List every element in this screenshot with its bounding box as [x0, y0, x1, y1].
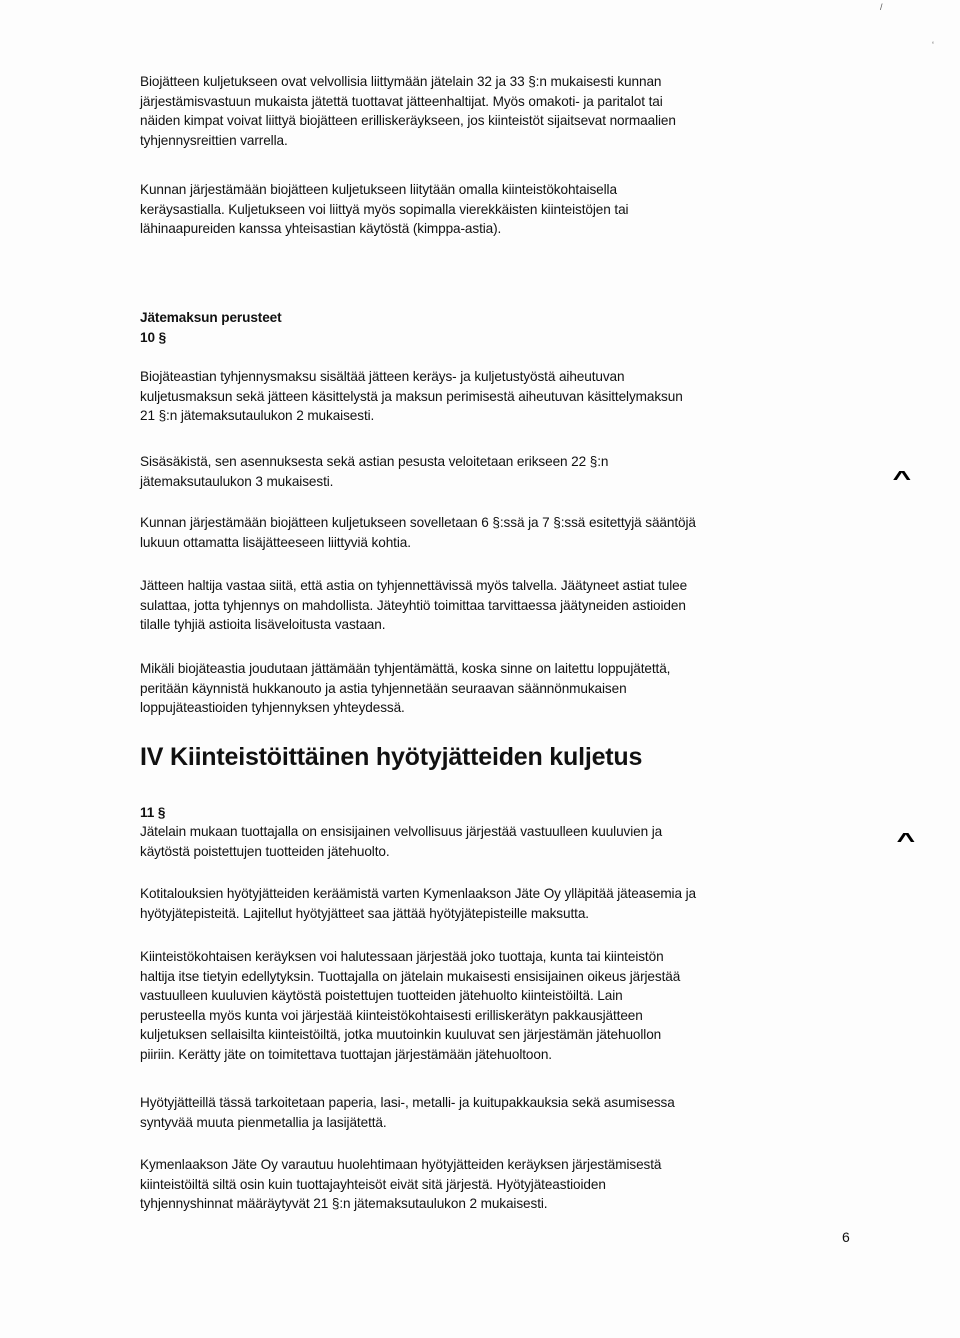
- text-line: Hyötyjätteillä tässä tarkoitetaan paperia, lasi-, metalli- ja kuitupakkauksia sekä asumisessa: [140, 1095, 675, 1110]
- paragraph-property-collection: [140, 947, 820, 1064]
- paragraph-emptying-fee: [140, 367, 820, 426]
- corner-tick-mark: /: [880, 2, 883, 12]
- text-line: hyötyjätepisteitä. Lajitellut hyötyjätteet saa jättää hyötyjätepisteille maksutta.: [140, 905, 589, 921]
- paragraph-collection-container: [140, 180, 820, 239]
- text-line: Biojäteastian tyhjennysmaksu sisältää jätteen keräys- ja kuljetustyöstä aiheutuvan: [140, 369, 625, 384]
- margin-mark: ^: [896, 830, 916, 852]
- text-line: käytöstä poistettujen tuotteiden jätehuolto.: [140, 843, 390, 859]
- paragraph-failed-pickup: [140, 659, 820, 718]
- text-line: loppujäteastioiden tyhjennyksen yhteydessä.: [140, 700, 405, 715]
- paragraph-biowaste-obligation: [140, 72, 820, 150]
- text-line: syntyvää muuta pienmetallia ja lasijätettä.: [140, 1114, 387, 1130]
- text-line: Kiinteistökohtaisen keräyksen voi halutessaan järjestää joko tuottaja, kunta tai kiinteistön: [140, 949, 664, 964]
- text-line: kuljetusmaksun sekä jätteen käsittelystä ja maksun perimisestä aiheutuvan käsittelymaksun: [140, 388, 683, 404]
- text-line: lukuun ottamatta lisäjätteeseen liittyviä kohtia.: [140, 534, 411, 550]
- text-line: tilalle tyhjiä astioita lisäveloitusta vastaan.: [140, 617, 386, 632]
- section-title: Jätemaksun perusteet: [140, 310, 282, 325]
- text-line: näiden kimpat voivat liittyä biojätteen erilliskeräykseen, jos kiinteistöt sijaitsevat normaalien: [140, 113, 676, 128]
- text-line: haltija itse tietyin edellytyksin. Tuottajalla on jätelain mukaisesti ensisijainen oikeus järjestää: [140, 968, 681, 984]
- text-line: Kunnan järjestämään biojätteen kuljetukseen liitytään omalla kiinteistökohtaisella: [140, 182, 617, 197]
- paragraph-producer-responsibility: [140, 822, 820, 861]
- text-line: piiriin. Kerätty jäte on toimitettava tuottajan järjestämään jätehuoltoon.: [140, 1046, 552, 1062]
- text-line: Jätteen haltija vastaa siitä, että astia on tyhjennettävissä myös talvella. Jäätyneet astiat tulee: [140, 578, 688, 593]
- text-line: keräysastialla. Kuljetukseen voi liittyä myös sopimalla vierekkäisten kiinteistöjen tai: [140, 201, 629, 217]
- paragraph-recycling-points: [140, 884, 820, 923]
- paragraph-winter-emptying: [140, 576, 820, 635]
- margin-mark: ^: [892, 468, 912, 490]
- text-line: Mikäli biojäteastia joudutaan jättämään tyhjentämättä, koska sinne on laitettu loppujätettä,: [140, 661, 671, 676]
- text-line: peritään käynnistä hukkanouto ja astia tyhjennetään seuraavan säännönmukaisen: [140, 680, 627, 696]
- text-line: Sisäsäkistä, sen asennuksesta sekä astian pesusta veloitetaan erikseen 22 §:n: [140, 454, 609, 469]
- section-number: 10 §: [140, 329, 167, 345]
- text-line: Biojätteen kuljetukseen ovat velvollisia liittymään jätelain 32 ja 33 §:n mukaisesti kunnan: [140, 74, 662, 89]
- text-line: vastuulleen kuuluvien käytöstä poistettujen tuotteiden jätehuolto kiinteistöiltä. Lain: [140, 988, 623, 1003]
- section-number-11: [140, 803, 820, 823]
- text-line: lähinaapureiden kanssa yhteisastian käytöstä (kimppa-astia).: [140, 221, 502, 236]
- corner-tick-mark: ‘: [932, 40, 934, 50]
- text-line: kuljetuksen sellaisilta kiinteistöiltä, jotka muutoinkin kuuluvat sen järjestämän jätehuollon: [140, 1027, 662, 1042]
- paragraph-recyclables-definition: [140, 1093, 820, 1132]
- text-line: Kymenlaakson Jäte Oy varautuu huolehtimaan hyötyjätteiden keräyksen järjestämisestä: [140, 1157, 662, 1172]
- text-line: järjestämisvastuun mukaista jätettä tuottavat jätteenhaltijat. Myös omakoti- ja paritalot tai: [140, 93, 663, 109]
- paragraph-kymenlaakso-jate: [140, 1155, 820, 1214]
- text-line: Kotitalouksien hyötyjätteiden keräämistä varten Kymenlaakson Jäte Oy ylläpitää jäteasemia ja: [140, 886, 696, 901]
- section-number: 11 §: [140, 805, 166, 820]
- text-line: kiinteistöiltä siltä osin kuin tuottajayhteisöt eivät sitä järjestä. Hyötyjäteastioiden: [140, 1176, 606, 1192]
- text-line: Jätelain mukaan tuottajalla on ensisijainen velvollisuus järjestää vastuulleen kuuluvien ja: [140, 824, 663, 839]
- section-title-waste-fee: [140, 308, 820, 347]
- chapter-heading: IV Kiinteistöittäinen hyötyjätteiden kuljetus: [140, 743, 643, 771]
- text-line: Kunnan järjestämään biojätteen kuljetukseen sovelletaan 6 §:ssä ja 7 §:ssä esitettyjä sääntöjä: [140, 515, 696, 530]
- text-line: jätemaksutaulukon 3 mukaisesti.: [140, 473, 334, 489]
- text-line: tyhjennysreittien varrella.: [140, 132, 288, 148]
- text-line: 21 §:n jätemaksutaulukon 2 mukaisesti.: [140, 408, 375, 423]
- text-line: sulattaa, jotta tyhjennys on mahdollista. Jäteyhtiö toimittaa tarvittaessa jäätyneiden astioiden: [140, 597, 686, 613]
- paragraph-inner-bag: [140, 452, 820, 491]
- text-line: tyhjennyshinnat määräytyvät 21 §:n jätemaksutaulukon 2 mukaisesti.: [140, 1196, 548, 1211]
- paragraph-rules-applied: [140, 513, 820, 552]
- page-number: 6: [842, 1229, 850, 1245]
- text-line: perusteella myös kunta voi järjestää kiinteistökohtaisesti erilliskerätyn pakkausjätteen: [140, 1007, 643, 1023]
